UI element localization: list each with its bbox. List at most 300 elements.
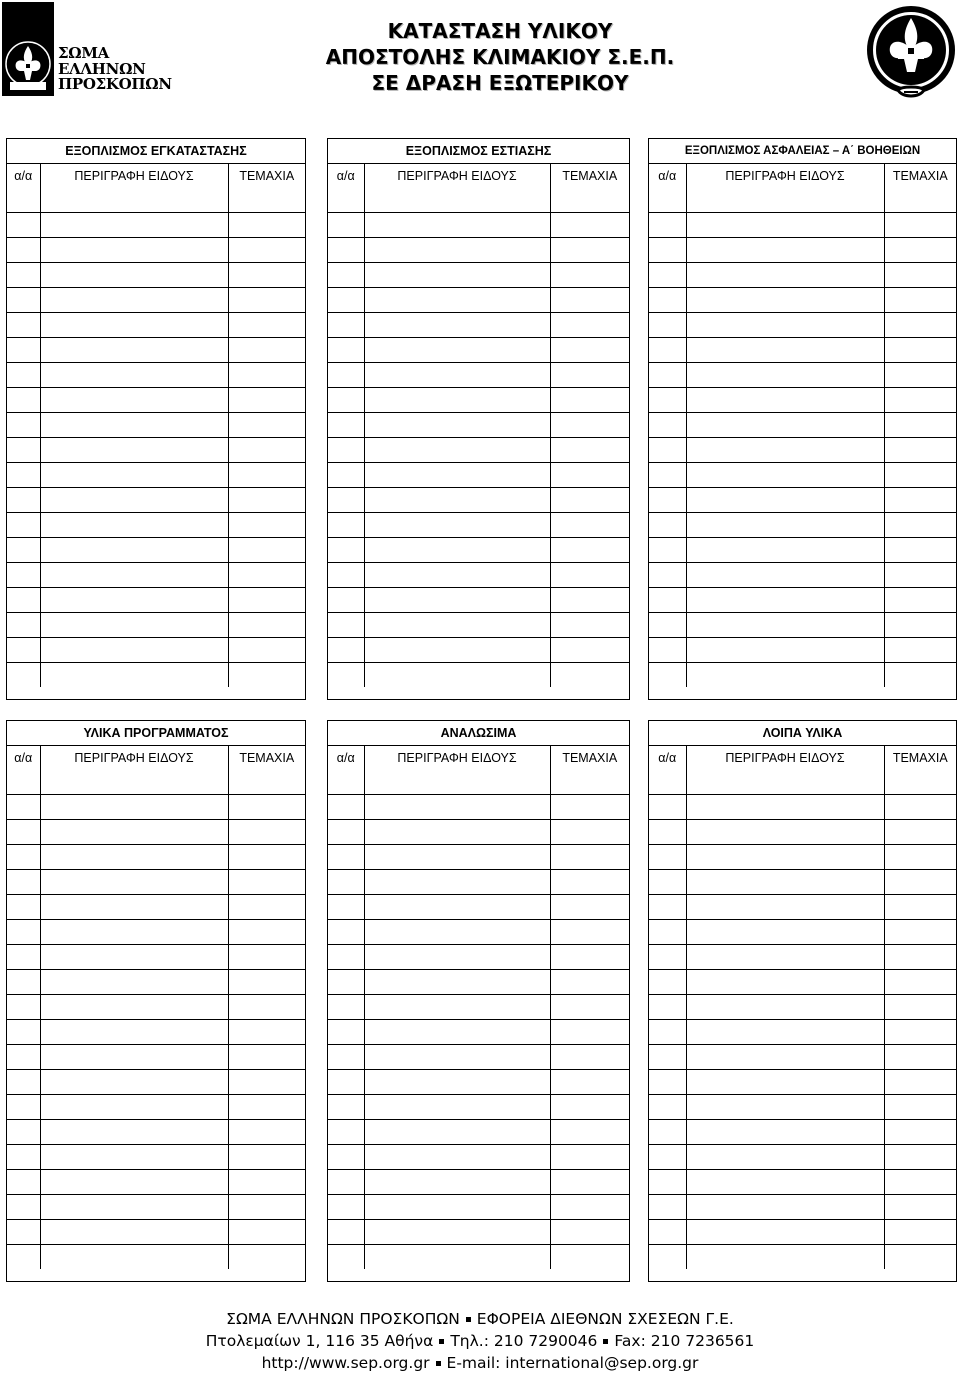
description-cell[interactable]	[686, 538, 884, 563]
aa-cell[interactable]	[328, 1070, 364, 1095]
aa-cell[interactable]	[649, 1170, 686, 1195]
description-cell[interactable]	[686, 820, 884, 845]
aa-cell[interactable]	[328, 513, 364, 538]
description-cell[interactable]	[364, 638, 550, 663]
description-cell[interactable]	[364, 1220, 550, 1245]
pieces-cell[interactable]	[228, 970, 305, 995]
aa-cell[interactable]	[328, 388, 364, 413]
aa-cell[interactable]	[328, 538, 364, 563]
pieces-cell[interactable]	[550, 238, 629, 263]
description-cell[interactable]	[40, 463, 228, 488]
description-cell[interactable]	[364, 513, 550, 538]
description-cell[interactable]	[40, 388, 228, 413]
aa-cell[interactable]	[328, 1020, 364, 1045]
aa-cell[interactable]	[328, 1045, 364, 1070]
aa-cell[interactable]	[328, 263, 364, 288]
aa-cell[interactable]	[328, 1245, 364, 1270]
aa-cell[interactable]	[328, 1145, 364, 1170]
pieces-cell[interactable]	[228, 188, 305, 213]
pieces-cell[interactable]	[550, 463, 629, 488]
description-cell[interactable]	[364, 895, 550, 920]
pieces-cell[interactable]	[228, 588, 305, 613]
pieces-cell[interactable]	[550, 638, 629, 663]
aa-cell[interactable]	[328, 313, 364, 338]
footer-email-link[interactable]: E-mail: international@sep.org.gr	[446, 1354, 699, 1372]
pieces-cell[interactable]	[884, 895, 956, 920]
aa-cell[interactable]	[7, 338, 40, 363]
aa-cell[interactable]	[649, 1070, 686, 1095]
description-cell[interactable]	[40, 363, 228, 388]
pieces-cell[interactable]	[228, 613, 305, 638]
description-cell[interactable]	[40, 313, 228, 338]
description-cell[interactable]	[364, 413, 550, 438]
aa-cell[interactable]	[7, 288, 40, 313]
aa-cell[interactable]	[7, 895, 40, 920]
description-cell[interactable]	[686, 588, 884, 613]
description-cell[interactable]	[686, 188, 884, 213]
pieces-cell[interactable]	[228, 820, 305, 845]
pieces-cell[interactable]	[884, 1145, 956, 1170]
description-cell[interactable]	[686, 638, 884, 663]
aa-cell[interactable]	[328, 945, 364, 970]
description-cell[interactable]	[364, 1145, 550, 1170]
pieces-cell[interactable]	[228, 1220, 305, 1245]
aa-cell[interactable]	[328, 438, 364, 463]
pieces-cell[interactable]	[884, 920, 956, 945]
pieces-cell[interactable]	[884, 463, 956, 488]
pieces-cell[interactable]	[884, 820, 956, 845]
aa-cell[interactable]	[7, 1195, 40, 1220]
pieces-cell[interactable]	[884, 538, 956, 563]
pieces-cell[interactable]	[884, 945, 956, 970]
pieces-cell[interactable]	[550, 263, 629, 288]
aa-cell[interactable]	[649, 1020, 686, 1045]
aa-cell[interactable]	[649, 238, 686, 263]
aa-cell[interactable]	[328, 1220, 364, 1245]
pieces-cell[interactable]	[228, 438, 305, 463]
pieces-cell[interactable]	[550, 845, 629, 870]
pieces-cell[interactable]	[550, 213, 629, 238]
aa-cell[interactable]	[7, 920, 40, 945]
description-cell[interactable]	[686, 463, 884, 488]
aa-cell[interactable]	[7, 388, 40, 413]
aa-cell[interactable]	[328, 238, 364, 263]
aa-cell[interactable]	[649, 438, 686, 463]
aa-cell[interactable]	[328, 363, 364, 388]
pieces-cell[interactable]	[884, 995, 956, 1020]
description-cell[interactable]	[40, 663, 228, 688]
aa-cell[interactable]	[328, 895, 364, 920]
aa-cell[interactable]	[7, 513, 40, 538]
aa-cell[interactable]	[328, 288, 364, 313]
pieces-cell[interactable]	[550, 563, 629, 588]
aa-cell[interactable]	[328, 588, 364, 613]
pieces-cell[interactable]	[228, 538, 305, 563]
pieces-cell[interactable]	[550, 770, 629, 795]
description-cell[interactable]	[686, 1070, 884, 1095]
pieces-cell[interactable]	[884, 1195, 956, 1220]
aa-cell[interactable]	[649, 1045, 686, 1070]
pieces-cell[interactable]	[550, 663, 629, 688]
pieces-cell[interactable]	[884, 1120, 956, 1145]
pieces-cell[interactable]	[884, 638, 956, 663]
description-cell[interactable]	[364, 1095, 550, 1120]
aa-cell[interactable]	[328, 413, 364, 438]
pieces-cell[interactable]	[550, 895, 629, 920]
description-cell[interactable]	[40, 338, 228, 363]
pieces-cell[interactable]	[884, 438, 956, 463]
aa-cell[interactable]	[649, 945, 686, 970]
description-cell[interactable]	[686, 1120, 884, 1145]
aa-cell[interactable]	[328, 638, 364, 663]
pieces-cell[interactable]	[550, 1245, 629, 1270]
pieces-cell[interactable]	[228, 413, 305, 438]
pieces-cell[interactable]	[550, 538, 629, 563]
pieces-cell[interactable]	[550, 363, 629, 388]
description-cell[interactable]	[40, 288, 228, 313]
description-cell[interactable]	[40, 895, 228, 920]
description-cell[interactable]	[686, 970, 884, 995]
aa-cell[interactable]	[7, 945, 40, 970]
description-cell[interactable]	[40, 1070, 228, 1095]
aa-cell[interactable]	[7, 845, 40, 870]
description-cell[interactable]	[40, 213, 228, 238]
description-cell[interactable]	[40, 920, 228, 945]
description-cell[interactable]	[364, 1120, 550, 1145]
pieces-cell[interactable]	[228, 488, 305, 513]
aa-cell[interactable]	[649, 770, 686, 795]
aa-cell[interactable]	[328, 870, 364, 895]
description-cell[interactable]	[40, 870, 228, 895]
description-cell[interactable]	[686, 995, 884, 1020]
pieces-cell[interactable]	[228, 663, 305, 688]
description-cell[interactable]	[686, 288, 884, 313]
description-cell[interactable]	[364, 795, 550, 820]
description-cell[interactable]	[686, 770, 884, 795]
pieces-cell[interactable]	[884, 188, 956, 213]
pieces-cell[interactable]	[550, 1020, 629, 1045]
description-cell[interactable]	[686, 413, 884, 438]
description-cell[interactable]	[686, 488, 884, 513]
description-cell[interactable]	[364, 663, 550, 688]
description-cell[interactable]	[40, 820, 228, 845]
aa-cell[interactable]	[7, 995, 40, 1020]
aa-cell[interactable]	[328, 920, 364, 945]
pieces-cell[interactable]	[884, 563, 956, 588]
description-cell[interactable]	[40, 588, 228, 613]
description-cell[interactable]	[40, 970, 228, 995]
description-cell[interactable]	[364, 920, 550, 945]
description-cell[interactable]	[364, 820, 550, 845]
pieces-cell[interactable]	[884, 1245, 956, 1270]
aa-cell[interactable]	[649, 870, 686, 895]
aa-cell[interactable]	[649, 388, 686, 413]
description-cell[interactable]	[364, 313, 550, 338]
aa-cell[interactable]	[328, 970, 364, 995]
description-cell[interactable]	[686, 613, 884, 638]
pieces-cell[interactable]	[228, 313, 305, 338]
pieces-cell[interactable]	[228, 463, 305, 488]
aa-cell[interactable]	[649, 288, 686, 313]
pieces-cell[interactable]	[228, 1045, 305, 1070]
description-cell[interactable]	[40, 613, 228, 638]
pieces-cell[interactable]	[228, 338, 305, 363]
aa-cell[interactable]	[7, 563, 40, 588]
aa-cell[interactable]	[649, 1095, 686, 1120]
pieces-cell[interactable]	[550, 413, 629, 438]
description-cell[interactable]	[364, 488, 550, 513]
pieces-cell[interactable]	[550, 588, 629, 613]
description-cell[interactable]	[686, 1220, 884, 1245]
pieces-cell[interactable]	[228, 1070, 305, 1095]
aa-cell[interactable]	[328, 613, 364, 638]
pieces-cell[interactable]	[884, 663, 956, 688]
pieces-cell[interactable]	[228, 563, 305, 588]
aa-cell[interactable]	[328, 488, 364, 513]
aa-cell[interactable]	[7, 795, 40, 820]
pieces-cell[interactable]	[550, 613, 629, 638]
description-cell[interactable]	[364, 288, 550, 313]
aa-cell[interactable]	[7, 820, 40, 845]
pieces-cell[interactable]	[228, 1195, 305, 1220]
pieces-cell[interactable]	[550, 1045, 629, 1070]
pieces-cell[interactable]	[228, 363, 305, 388]
aa-cell[interactable]	[649, 538, 686, 563]
aa-cell[interactable]	[328, 1170, 364, 1195]
description-cell[interactable]	[40, 1095, 228, 1120]
aa-cell[interactable]	[649, 1120, 686, 1145]
aa-cell[interactable]	[7, 413, 40, 438]
description-cell[interactable]	[40, 795, 228, 820]
description-cell[interactable]	[686, 1145, 884, 1170]
aa-cell[interactable]	[328, 1095, 364, 1120]
pieces-cell[interactable]	[228, 513, 305, 538]
description-cell[interactable]	[686, 263, 884, 288]
aa-cell[interactable]	[328, 1120, 364, 1145]
aa-cell[interactable]	[649, 463, 686, 488]
description-cell[interactable]	[40, 513, 228, 538]
aa-cell[interactable]	[649, 213, 686, 238]
description-cell[interactable]	[364, 588, 550, 613]
aa-cell[interactable]	[7, 363, 40, 388]
pieces-cell[interactable]	[884, 1020, 956, 1045]
pieces-cell[interactable]	[884, 613, 956, 638]
description-cell[interactable]	[364, 1170, 550, 1195]
pieces-cell[interactable]	[884, 363, 956, 388]
pieces-cell[interactable]	[884, 338, 956, 363]
description-cell[interactable]	[40, 1195, 228, 1220]
pieces-cell[interactable]	[550, 1095, 629, 1120]
aa-cell[interactable]	[7, 263, 40, 288]
pieces-cell[interactable]	[550, 945, 629, 970]
pieces-cell[interactable]	[228, 238, 305, 263]
pieces-cell[interactable]	[550, 338, 629, 363]
pieces-cell[interactable]	[550, 920, 629, 945]
pieces-cell[interactable]	[884, 1170, 956, 1195]
aa-cell[interactable]	[649, 663, 686, 688]
pieces-cell[interactable]	[550, 995, 629, 1020]
aa-cell[interactable]	[328, 795, 364, 820]
description-cell[interactable]	[40, 488, 228, 513]
description-cell[interactable]	[686, 438, 884, 463]
pieces-cell[interactable]	[884, 970, 956, 995]
pieces-cell[interactable]	[550, 1120, 629, 1145]
description-cell[interactable]	[686, 895, 884, 920]
pieces-cell[interactable]	[550, 795, 629, 820]
aa-cell[interactable]	[649, 588, 686, 613]
aa-cell[interactable]	[649, 188, 686, 213]
description-cell[interactable]	[686, 1045, 884, 1070]
pieces-cell[interactable]	[228, 1170, 305, 1195]
pieces-cell[interactable]	[550, 970, 629, 995]
aa-cell[interactable]	[649, 313, 686, 338]
aa-cell[interactable]	[649, 795, 686, 820]
description-cell[interactable]	[40, 845, 228, 870]
pieces-cell[interactable]	[550, 1170, 629, 1195]
pieces-cell[interactable]	[228, 1145, 305, 1170]
aa-cell[interactable]	[328, 663, 364, 688]
description-cell[interactable]	[364, 188, 550, 213]
pieces-cell[interactable]	[884, 313, 956, 338]
description-cell[interactable]	[40, 1170, 228, 1195]
aa-cell[interactable]	[649, 895, 686, 920]
pieces-cell[interactable]	[228, 638, 305, 663]
description-cell[interactable]	[364, 1195, 550, 1220]
description-cell[interactable]	[364, 1070, 550, 1095]
aa-cell[interactable]	[649, 1145, 686, 1170]
aa-cell[interactable]	[7, 438, 40, 463]
pieces-cell[interactable]	[550, 1220, 629, 1245]
aa-cell[interactable]	[7, 538, 40, 563]
description-cell[interactable]	[40, 438, 228, 463]
description-cell[interactable]	[364, 338, 550, 363]
description-cell[interactable]	[40, 638, 228, 663]
aa-cell[interactable]	[7, 1245, 40, 1270]
description-cell[interactable]	[686, 563, 884, 588]
aa-cell[interactable]	[7, 1145, 40, 1170]
aa-cell[interactable]	[7, 1070, 40, 1095]
description-cell[interactable]	[364, 970, 550, 995]
description-cell[interactable]	[686, 795, 884, 820]
footer-website-link[interactable]: http://www.sep.org.gr	[261, 1354, 430, 1372]
description-cell[interactable]	[364, 1020, 550, 1045]
aa-cell[interactable]	[7, 1170, 40, 1195]
description-cell[interactable]	[364, 463, 550, 488]
aa-cell[interactable]	[649, 263, 686, 288]
description-cell[interactable]	[364, 613, 550, 638]
description-cell[interactable]	[364, 238, 550, 263]
aa-cell[interactable]	[649, 1245, 686, 1270]
aa-cell[interactable]	[328, 563, 364, 588]
aa-cell[interactable]	[649, 413, 686, 438]
pieces-cell[interactable]	[884, 588, 956, 613]
aa-cell[interactable]	[7, 488, 40, 513]
pieces-cell[interactable]	[884, 513, 956, 538]
pieces-cell[interactable]	[228, 288, 305, 313]
aa-cell[interactable]	[7, 238, 40, 263]
description-cell[interactable]	[686, 663, 884, 688]
aa-cell[interactable]	[328, 845, 364, 870]
pieces-cell[interactable]	[550, 1145, 629, 1170]
pieces-cell[interactable]	[228, 895, 305, 920]
aa-cell[interactable]	[328, 188, 364, 213]
aa-cell[interactable]	[7, 188, 40, 213]
description-cell[interactable]	[40, 945, 228, 970]
aa-cell[interactable]	[649, 970, 686, 995]
description-cell[interactable]	[686, 338, 884, 363]
pieces-cell[interactable]	[550, 388, 629, 413]
description-cell[interactable]	[40, 1120, 228, 1145]
aa-cell[interactable]	[328, 770, 364, 795]
description-cell[interactable]	[364, 870, 550, 895]
aa-cell[interactable]	[7, 613, 40, 638]
description-cell[interactable]	[686, 945, 884, 970]
aa-cell[interactable]	[649, 638, 686, 663]
description-cell[interactable]	[40, 995, 228, 1020]
pieces-cell[interactable]	[884, 1045, 956, 1070]
description-cell[interactable]	[364, 1245, 550, 1270]
aa-cell[interactable]	[649, 363, 686, 388]
pieces-cell[interactable]	[884, 288, 956, 313]
pieces-cell[interactable]	[884, 1220, 956, 1245]
pieces-cell[interactable]	[550, 870, 629, 895]
description-cell[interactable]	[364, 563, 550, 588]
aa-cell[interactable]	[7, 1045, 40, 1070]
description-cell[interactable]	[364, 1045, 550, 1070]
aa-cell[interactable]	[649, 920, 686, 945]
description-cell[interactable]	[40, 1245, 228, 1270]
pieces-cell[interactable]	[884, 488, 956, 513]
pieces-cell[interactable]	[228, 388, 305, 413]
aa-cell[interactable]	[649, 513, 686, 538]
pieces-cell[interactable]	[550, 1070, 629, 1095]
pieces-cell[interactable]	[884, 1070, 956, 1095]
pieces-cell[interactable]	[884, 1095, 956, 1120]
pieces-cell[interactable]	[228, 770, 305, 795]
pieces-cell[interactable]	[550, 188, 629, 213]
description-cell[interactable]	[686, 363, 884, 388]
description-cell[interactable]	[364, 538, 550, 563]
description-cell[interactable]	[686, 213, 884, 238]
pieces-cell[interactable]	[228, 870, 305, 895]
description-cell[interactable]	[686, 1095, 884, 1120]
aa-cell[interactable]	[328, 995, 364, 1020]
aa-cell[interactable]	[328, 820, 364, 845]
description-cell[interactable]	[686, 513, 884, 538]
pieces-cell[interactable]	[884, 870, 956, 895]
pieces-cell[interactable]	[228, 1020, 305, 1045]
description-cell[interactable]	[364, 263, 550, 288]
pieces-cell[interactable]	[550, 438, 629, 463]
description-cell[interactable]	[686, 388, 884, 413]
description-cell[interactable]	[364, 438, 550, 463]
aa-cell[interactable]	[7, 313, 40, 338]
aa-cell[interactable]	[7, 770, 40, 795]
aa-cell[interactable]	[328, 338, 364, 363]
aa-cell[interactable]	[7, 970, 40, 995]
aa-cell[interactable]	[649, 1220, 686, 1245]
pieces-cell[interactable]	[228, 945, 305, 970]
aa-cell[interactable]	[649, 995, 686, 1020]
description-cell[interactable]	[686, 920, 884, 945]
description-cell[interactable]	[40, 1220, 228, 1245]
pieces-cell[interactable]	[228, 920, 305, 945]
aa-cell[interactable]	[328, 463, 364, 488]
description-cell[interactable]	[364, 770, 550, 795]
description-cell[interactable]	[40, 1145, 228, 1170]
pieces-cell[interactable]	[550, 513, 629, 538]
description-cell[interactable]	[686, 1195, 884, 1220]
